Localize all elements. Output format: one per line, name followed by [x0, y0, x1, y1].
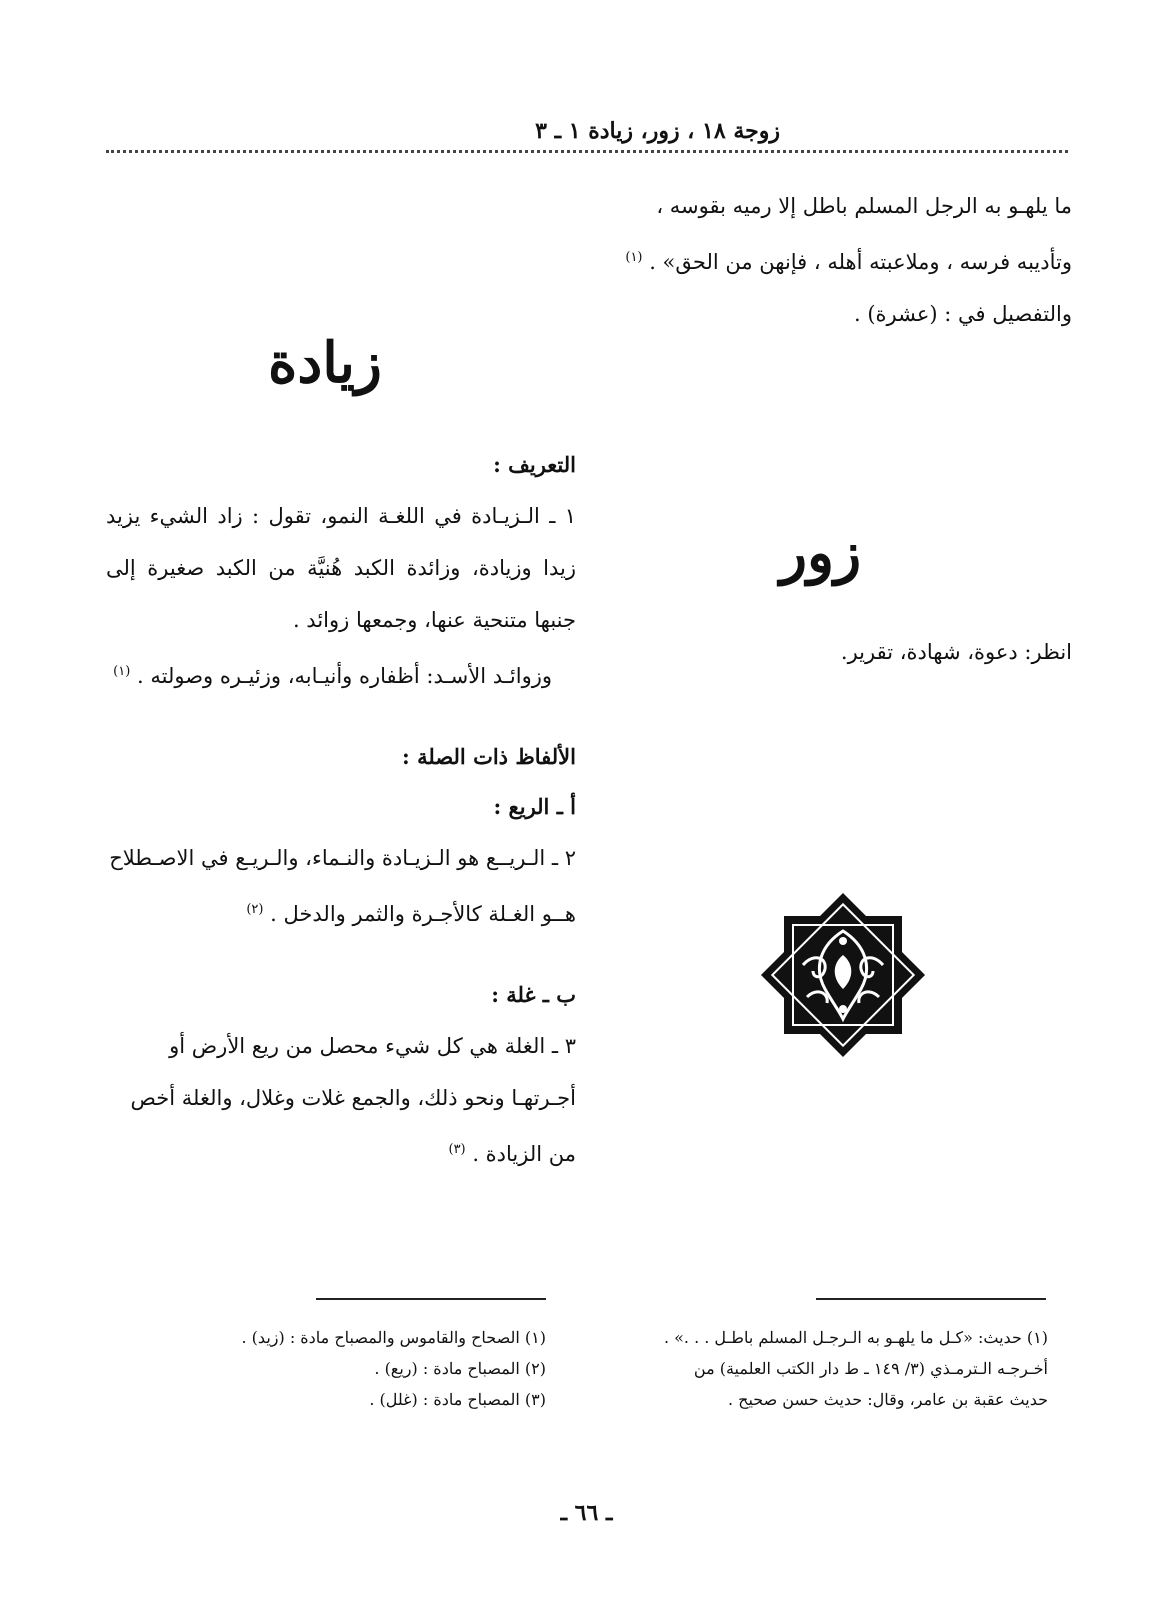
ghalla-text: ٣ ـ الغلة هي كل شيء محصل من ريع الأرض أو أجـرتهـا ونحو ذلك، والجمع غلات وغلال، والغلة أخص من الزيادة . — [130, 1034, 576, 1166]
footnote-line: (٢) المصباح مادة : (ريع) . — [374, 1359, 546, 1378]
ghalla-paragraph — [106, 1020, 576, 1180]
page-number: ـ ٦٦ ـ — [560, 1500, 613, 1526]
footnote-line: (١) حديث: «كـل ما يلهـو به الـرجـل المسلم باطـل . . .» . — [663, 1328, 1048, 1347]
detail-paragraph: والتفصيل في : (عشرة) . — [853, 302, 1072, 326]
sub-heading-ghalla: ب ـ غلة : — [491, 982, 576, 1007]
see-also-text: انظر: دعوة، شهادة، تقرير. — [840, 640, 1072, 664]
footnote-line: (٣) المصباح مادة : (غلل) . — [369, 1390, 546, 1409]
see-also-block — [620, 626, 1072, 678]
hadith-text: ما يلهـو به الرجل المسلم باطل إلا رميه بقوسه ، وتأديبه فرسه ، وملاعبته أهله ، فإنهن من الحق» . — [649, 194, 1072, 274]
footnote-rule-left — [316, 1298, 546, 1300]
sub-heading-rai: أ ـ الريع : — [493, 794, 576, 819]
header-dotted-rule — [106, 150, 1068, 153]
left-column-body — [106, 440, 576, 1180]
page-header-title: زوجة ١٨ ، زور، زيادة ١ ـ ٣ — [535, 118, 780, 144]
entry-title-ziyada: زيادة — [268, 330, 382, 396]
footnote-ref: (١) — [625, 250, 643, 265]
definition-paragraph: ١ ـ الـزيـادة في اللغـة النمو، تقول : زاد الشيء يزيد زيدا وزيادة، وزائدة الكبد هُنيَّة من الكبد صغيرة إلى جنبها متنحية عنها، وجمعها زوائد . — [106, 504, 576, 632]
lion-paragraph — [106, 646, 576, 702]
right-column-top — [620, 180, 1072, 340]
definition-heading: التعريف : — [493, 452, 576, 477]
footnote-rule-right — [816, 1298, 1046, 1300]
islamic-star-ornament-icon — [758, 890, 928, 1060]
footnote-line: (١) الصحاح والقاموس والمصباح مادة : (زيد) . — [241, 1328, 546, 1347]
related-terms-heading: الألفاظ ذات الصلة : — [402, 744, 576, 769]
lion-text: وزوائـد الأسـد: أظفاره وأنيـابه، وزئيـره وصولته . — [137, 664, 552, 688]
footnotes-left — [150, 1322, 546, 1415]
footnote-line: حديث عقبة بن عامر، وقال: حديث حسن صحيح . — [727, 1390, 1048, 1409]
footnote-ref: (٣) — [448, 1142, 466, 1157]
rai-text: ٢ ـ الـريــع هو الـزيـادة والنـماء، والـريـع في الاصـطلاح هــو الغـلة كالأجـرة والثمر والدخل . — [109, 846, 576, 926]
footnote-ref: (٢) — [246, 902, 264, 917]
entry-title-zur: زور — [780, 520, 862, 586]
rai-paragraph — [106, 832, 576, 940]
footnotes-right — [596, 1322, 1048, 1415]
footnote-line: أخـرجـه الـترمـذي (٣/ ١٤٩ ـ ط دار الكتب العلمية) من — [693, 1359, 1048, 1378]
footnote-ref: (١) — [113, 664, 131, 679]
hadith-paragraph — [620, 180, 1072, 288]
